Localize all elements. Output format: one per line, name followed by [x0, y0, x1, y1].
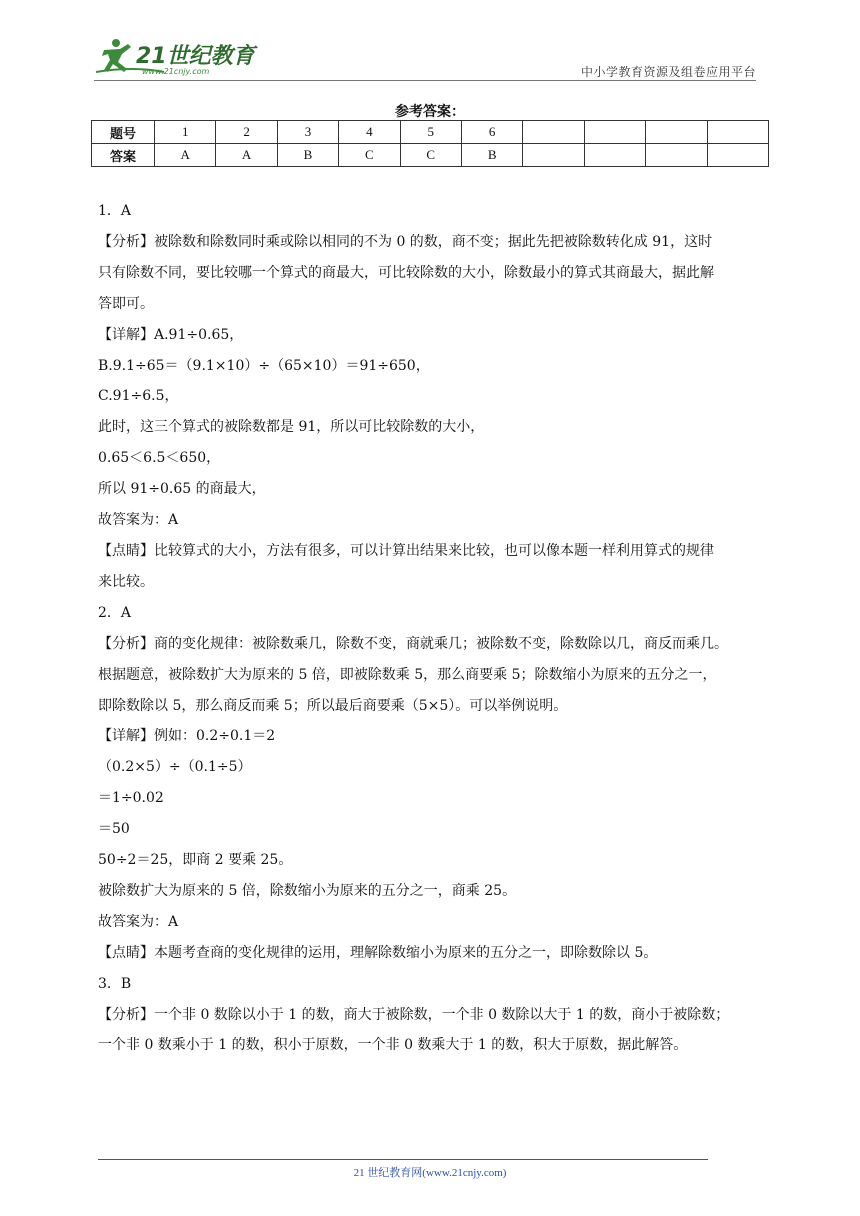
logo-text: 21世纪教育: [136, 44, 255, 69]
question-number-3: 3．B: [98, 975, 132, 992]
detail-line: （0.2×5）÷（0.1÷5）: [98, 759, 252, 776]
detail-line: 【详解】A.91÷0.65，: [98, 326, 244, 343]
table-cell: B: [461, 144, 522, 167]
answer-line: 故答案为：A: [98, 512, 179, 529]
analysis-line: 只有除数不同，要比较哪一个算式的商最大，可比较除数的大小，除数最小的算式其商最大，据此解: [98, 264, 714, 281]
table-cell: A: [155, 144, 216, 167]
table-cell: [584, 121, 645, 144]
table-cell: 6: [461, 121, 522, 144]
detail-line: 0.65＜6.5＜650，: [98, 450, 221, 467]
comment-line: 【点睛】本题考查商的变化规律的运用，理解除数缩小为原来的五分之一，即除数除以 5。: [98, 944, 658, 961]
analysis-line: 即除数除以 5，那么商反而乘 5；所以最后商要乘（5×5）。可以举例说明。: [98, 697, 568, 714]
table-cell: C: [339, 144, 400, 167]
question-number-1: 1．A: [98, 203, 132, 219]
row-label-number: 题号: [92, 121, 155, 144]
page-header: [94, 30, 756, 82]
table-cell: [584, 144, 645, 167]
table-cell: [523, 144, 584, 167]
platform-label: 中小学教育资源及组卷应用平台: [580, 65, 756, 79]
analysis-line: 【分析】被除数和除数同时乘或除以相同的不为 0 的数，商不变；据此先把被除数转化成 91，这时: [98, 233, 713, 250]
table-cell: [646, 144, 707, 167]
table-cell: [646, 121, 707, 144]
detail-line: ＝50: [98, 821, 130, 838]
analysis-line: 答即可。: [98, 295, 154, 312]
table-cell: [707, 121, 768, 144]
answer-table: [91, 120, 769, 167]
analysis-line: 根据题意，被除数扩大为原来的 5 倍，即被除数乘 5，那么商要乘 5；除数缩小为原来的五分之一，: [98, 666, 717, 683]
table-cell: 1: [155, 121, 216, 144]
solution-body: [98, 196, 770, 1061]
table-cell: B: [277, 144, 338, 167]
row-label-answer: 答案: [92, 144, 155, 167]
table-row-answers: [92, 144, 769, 167]
table-cell: 2: [216, 121, 277, 144]
answer-title: 参考答案：: [395, 104, 465, 120]
question-number-2: 2．A: [98, 604, 132, 621]
logo-21cnjy: [94, 36, 264, 76]
answer-line: 故答案为：A: [98, 913, 179, 930]
table-cell: [523, 121, 584, 144]
header-divider: [94, 80, 756, 81]
comment-line: 【点睛】比较算式的大小，方法有很多，可以计算出结果来比较，也可以像本题一样利用算式的规律: [98, 542, 714, 559]
analysis-line: 【分析】一个非 0 数除以小于 1 的数，商大于被除数，一个非 0 数除以大于 1 的数，商小于被除数；: [98, 1006, 730, 1023]
detail-line: ＝1÷0.02: [98, 790, 164, 807]
detail-line: C.91÷6.5，: [98, 388, 179, 405]
footer-link[interactable]: 21 世纪教育网(www.21cnjy.com): [353, 1167, 507, 1179]
logo-url: www.21cnjy.com: [142, 67, 210, 76]
detail-line: 所以 91÷0.65 的商最大，: [98, 481, 266, 498]
detail-line: 此时，这三个算式的被除数都是 91，所以可比较除数的大小，: [98, 419, 485, 436]
analysis-line: 一个非 0 数乘小于 1 的数，积小于原数，一个非 0 数乘大于 1 的数，积大于原数，据此解答。: [98, 1037, 688, 1054]
detail-line: B.9.1÷65＝（9.1×10）÷（65×10）＝91÷650，: [98, 357, 430, 374]
detail-line: 【详解】例如：0.2÷0.1＝2: [98, 728, 276, 745]
detail-line: 50÷2＝25，即商 2 要乘 25。: [98, 852, 293, 869]
comment-line: 来比较。: [98, 573, 154, 590]
table-cell: [707, 144, 768, 167]
table-cell: C: [400, 144, 461, 167]
analysis-line: 【分析】商的变化规律：被除数乘几，除数不变，商就乘几；被除数不变，除数除以几，商反而乘几。: [98, 635, 728, 652]
table-cell: A: [216, 144, 277, 167]
table-cell: 4: [339, 121, 400, 144]
detail-line: 被除数扩大为原来的 5 倍，除数缩小为原来的五分之一，商乘 25。: [98, 882, 517, 899]
table-cell: 5: [400, 121, 461, 144]
table-row-numbers: [92, 121, 769, 144]
table-cell: 3: [277, 121, 338, 144]
footer-divider: [98, 1159, 708, 1160]
